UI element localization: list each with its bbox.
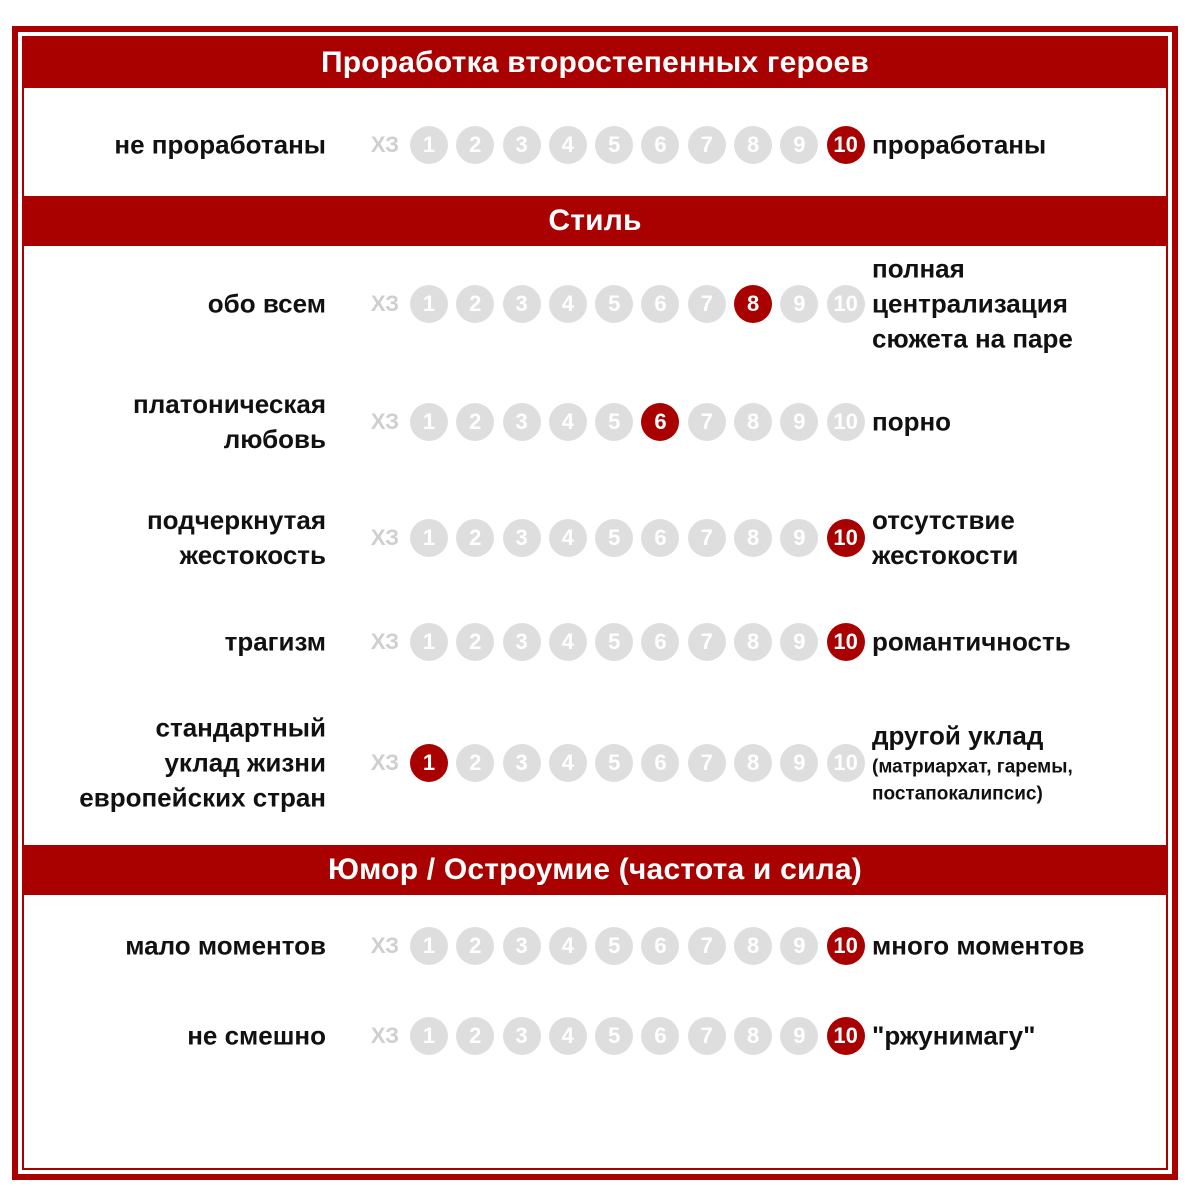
section-title: Стиль (24, 196, 1166, 246)
right-pole-text: проработаны (872, 129, 1047, 160)
rating-dot-selected: 8 (734, 285, 772, 323)
hz-label: ХЗ (370, 291, 400, 316)
rating-dot: 7 (688, 403, 726, 441)
rating-card-inner (22, 36, 1168, 1170)
hz-label: ХЗ (370, 933, 400, 958)
rating-dot: 4 (549, 1017, 587, 1055)
right-pole-label (872, 719, 1073, 808)
rating-scale (360, 1016, 865, 1056)
left-pole-label: обо всем (207, 288, 326, 319)
rating-dot: 1 (410, 126, 448, 164)
rating-dot: 9 (780, 927, 818, 965)
rating-dot: 8 (734, 403, 772, 441)
left-pole-label: трагизм (224, 626, 326, 657)
rating-dot: 4 (549, 126, 587, 164)
rating-dot: 1 (410, 285, 448, 323)
rating-dot: 2 (456, 403, 494, 441)
rating-dot: 10 (827, 285, 865, 323)
rating-dot: 4 (549, 927, 587, 965)
rating-dot: 2 (456, 744, 494, 782)
rating-dot: 3 (503, 403, 541, 441)
right-pole-text: романтичность (872, 626, 1071, 657)
rating-dot-selected: 10 (827, 927, 865, 965)
rating-row (24, 708, 1166, 818)
rating-dot: 5 (595, 927, 633, 965)
right-pole-label (872, 1019, 1035, 1054)
rating-dot: 5 (595, 519, 633, 557)
rating-dot: 4 (549, 744, 587, 782)
rating-dot: 3 (503, 623, 541, 661)
rating-dot: 5 (595, 285, 633, 323)
rating-dot: 1 (410, 623, 448, 661)
rating-dot: 9 (780, 403, 818, 441)
rating-dot: 6 (641, 519, 679, 557)
rating-dot: 6 (641, 285, 679, 323)
rating-dot: 8 (734, 126, 772, 164)
right-pole-label (872, 503, 1018, 573)
right-pole-text: другой уклад (872, 720, 1044, 751)
rating-row (24, 981, 1166, 1091)
rating-dot: 10 (827, 744, 865, 782)
rating-dot: 1 (410, 1017, 448, 1055)
section-title: Юмор / Остроумие (частота и сила) (24, 845, 1166, 895)
left-pole-label: не проработаны (114, 129, 326, 160)
rating-scale (360, 284, 865, 324)
rating-dot: 8 (734, 623, 772, 661)
rating-scale (360, 622, 865, 662)
rating-dot: 7 (688, 623, 726, 661)
left-pole-label: мало моментов (125, 930, 326, 961)
rating-row (24, 367, 1166, 477)
rating-dot: 3 (503, 519, 541, 557)
rating-dot: 7 (688, 744, 726, 782)
rating-dot-selected: 10 (827, 126, 865, 164)
rating-dot: 7 (688, 126, 726, 164)
rating-dot: 5 (595, 623, 633, 661)
rating-dot: 9 (780, 1017, 818, 1055)
right-pole-label (872, 929, 1085, 964)
rating-dot: 6 (641, 1017, 679, 1055)
left-pole-label: платоническая любовь (133, 389, 326, 454)
rating-dot: 1 (410, 403, 448, 441)
right-pole-label (872, 625, 1071, 660)
rating-dot: 3 (503, 1017, 541, 1055)
rating-dot: 4 (549, 285, 587, 323)
rating-dot: 5 (595, 1017, 633, 1055)
left-pole-label: стандартный уклад жизни европейских стран (79, 712, 326, 813)
rating-dot: 4 (549, 519, 587, 557)
hz-label: ХЗ (370, 629, 400, 654)
rating-dot: 2 (456, 927, 494, 965)
rating-row (24, 249, 1166, 359)
rating-dot-selected: 1 (410, 744, 448, 782)
rating-card (12, 26, 1178, 1180)
rating-dot: 9 (780, 744, 818, 782)
rating-dot: 3 (503, 927, 541, 965)
right-pole-label (872, 252, 1073, 357)
rating-dot: 2 (456, 1017, 494, 1055)
rating-row (24, 483, 1166, 593)
rating-dot: 9 (780, 519, 818, 557)
rating-dot: 7 (688, 519, 726, 557)
rating-dot: 9 (780, 623, 818, 661)
right-pole-note: (матриархат, гаремы, постапокалипсис) (872, 756, 1073, 805)
rating-scale (360, 926, 865, 966)
hz-label: ХЗ (370, 1023, 400, 1048)
rating-dot: 7 (688, 1017, 726, 1055)
rating-dot: 1 (410, 519, 448, 557)
rating-scale (360, 402, 865, 442)
right-pole-label (872, 405, 951, 440)
rating-dot: 10 (827, 403, 865, 441)
rating-dot: 6 (641, 623, 679, 661)
rating-dot: 2 (456, 285, 494, 323)
hz-label: ХЗ (370, 132, 400, 157)
right-pole-text: полная централизация сюжета на паре (872, 253, 1073, 354)
rating-dot: 5 (595, 744, 633, 782)
rating-dot: 5 (595, 126, 633, 164)
right-pole-label (872, 128, 1046, 163)
rating-dot: 4 (549, 403, 587, 441)
rating-dot: 3 (503, 744, 541, 782)
rating-row (24, 90, 1166, 200)
rating-dot: 9 (780, 285, 818, 323)
rating-dot: 3 (503, 285, 541, 323)
rating-dot: 6 (641, 744, 679, 782)
rating-dot: 2 (456, 623, 494, 661)
rating-dot: 6 (641, 927, 679, 965)
rating-dot: 1 (410, 927, 448, 965)
rating-dot: 6 (641, 126, 679, 164)
rating-scale (360, 125, 865, 165)
hz-label: ХЗ (370, 409, 400, 434)
left-pole-label: не смешно (187, 1020, 326, 1051)
right-pole-text: "ржунимагу" (872, 1020, 1036, 1051)
rating-dot: 8 (734, 1017, 772, 1055)
right-pole-text: порно (872, 406, 952, 437)
rating-dot: 8 (734, 744, 772, 782)
rating-dot-selected: 10 (827, 519, 865, 557)
rating-row (24, 587, 1166, 697)
rating-dot: 5 (595, 403, 633, 441)
hz-label: ХЗ (370, 750, 400, 775)
right-pole-text: отсутствие жестокости (872, 505, 1019, 570)
rating-dot: 8 (734, 519, 772, 557)
rating-dot: 9 (780, 126, 818, 164)
rating-dot: 4 (549, 623, 587, 661)
rating-dot: 2 (456, 126, 494, 164)
rating-dot: 7 (688, 927, 726, 965)
left-pole-label: подчеркнутая жестокость (146, 505, 326, 570)
rating-dot: 3 (503, 126, 541, 164)
rating-dot: 2 (456, 519, 494, 557)
rating-scale (360, 743, 865, 783)
rating-dot-selected: 6 (641, 403, 679, 441)
rating-dot: 8 (734, 927, 772, 965)
rating-dot-selected: 10 (827, 1017, 865, 1055)
rating-dot: 7 (688, 285, 726, 323)
right-pole-text: много моментов (872, 930, 1085, 961)
section-title: Проработка второстепенных героев (24, 38, 1166, 88)
rating-scale (360, 518, 865, 558)
rating-dot-selected: 10 (827, 623, 865, 661)
hz-label: ХЗ (370, 525, 400, 550)
